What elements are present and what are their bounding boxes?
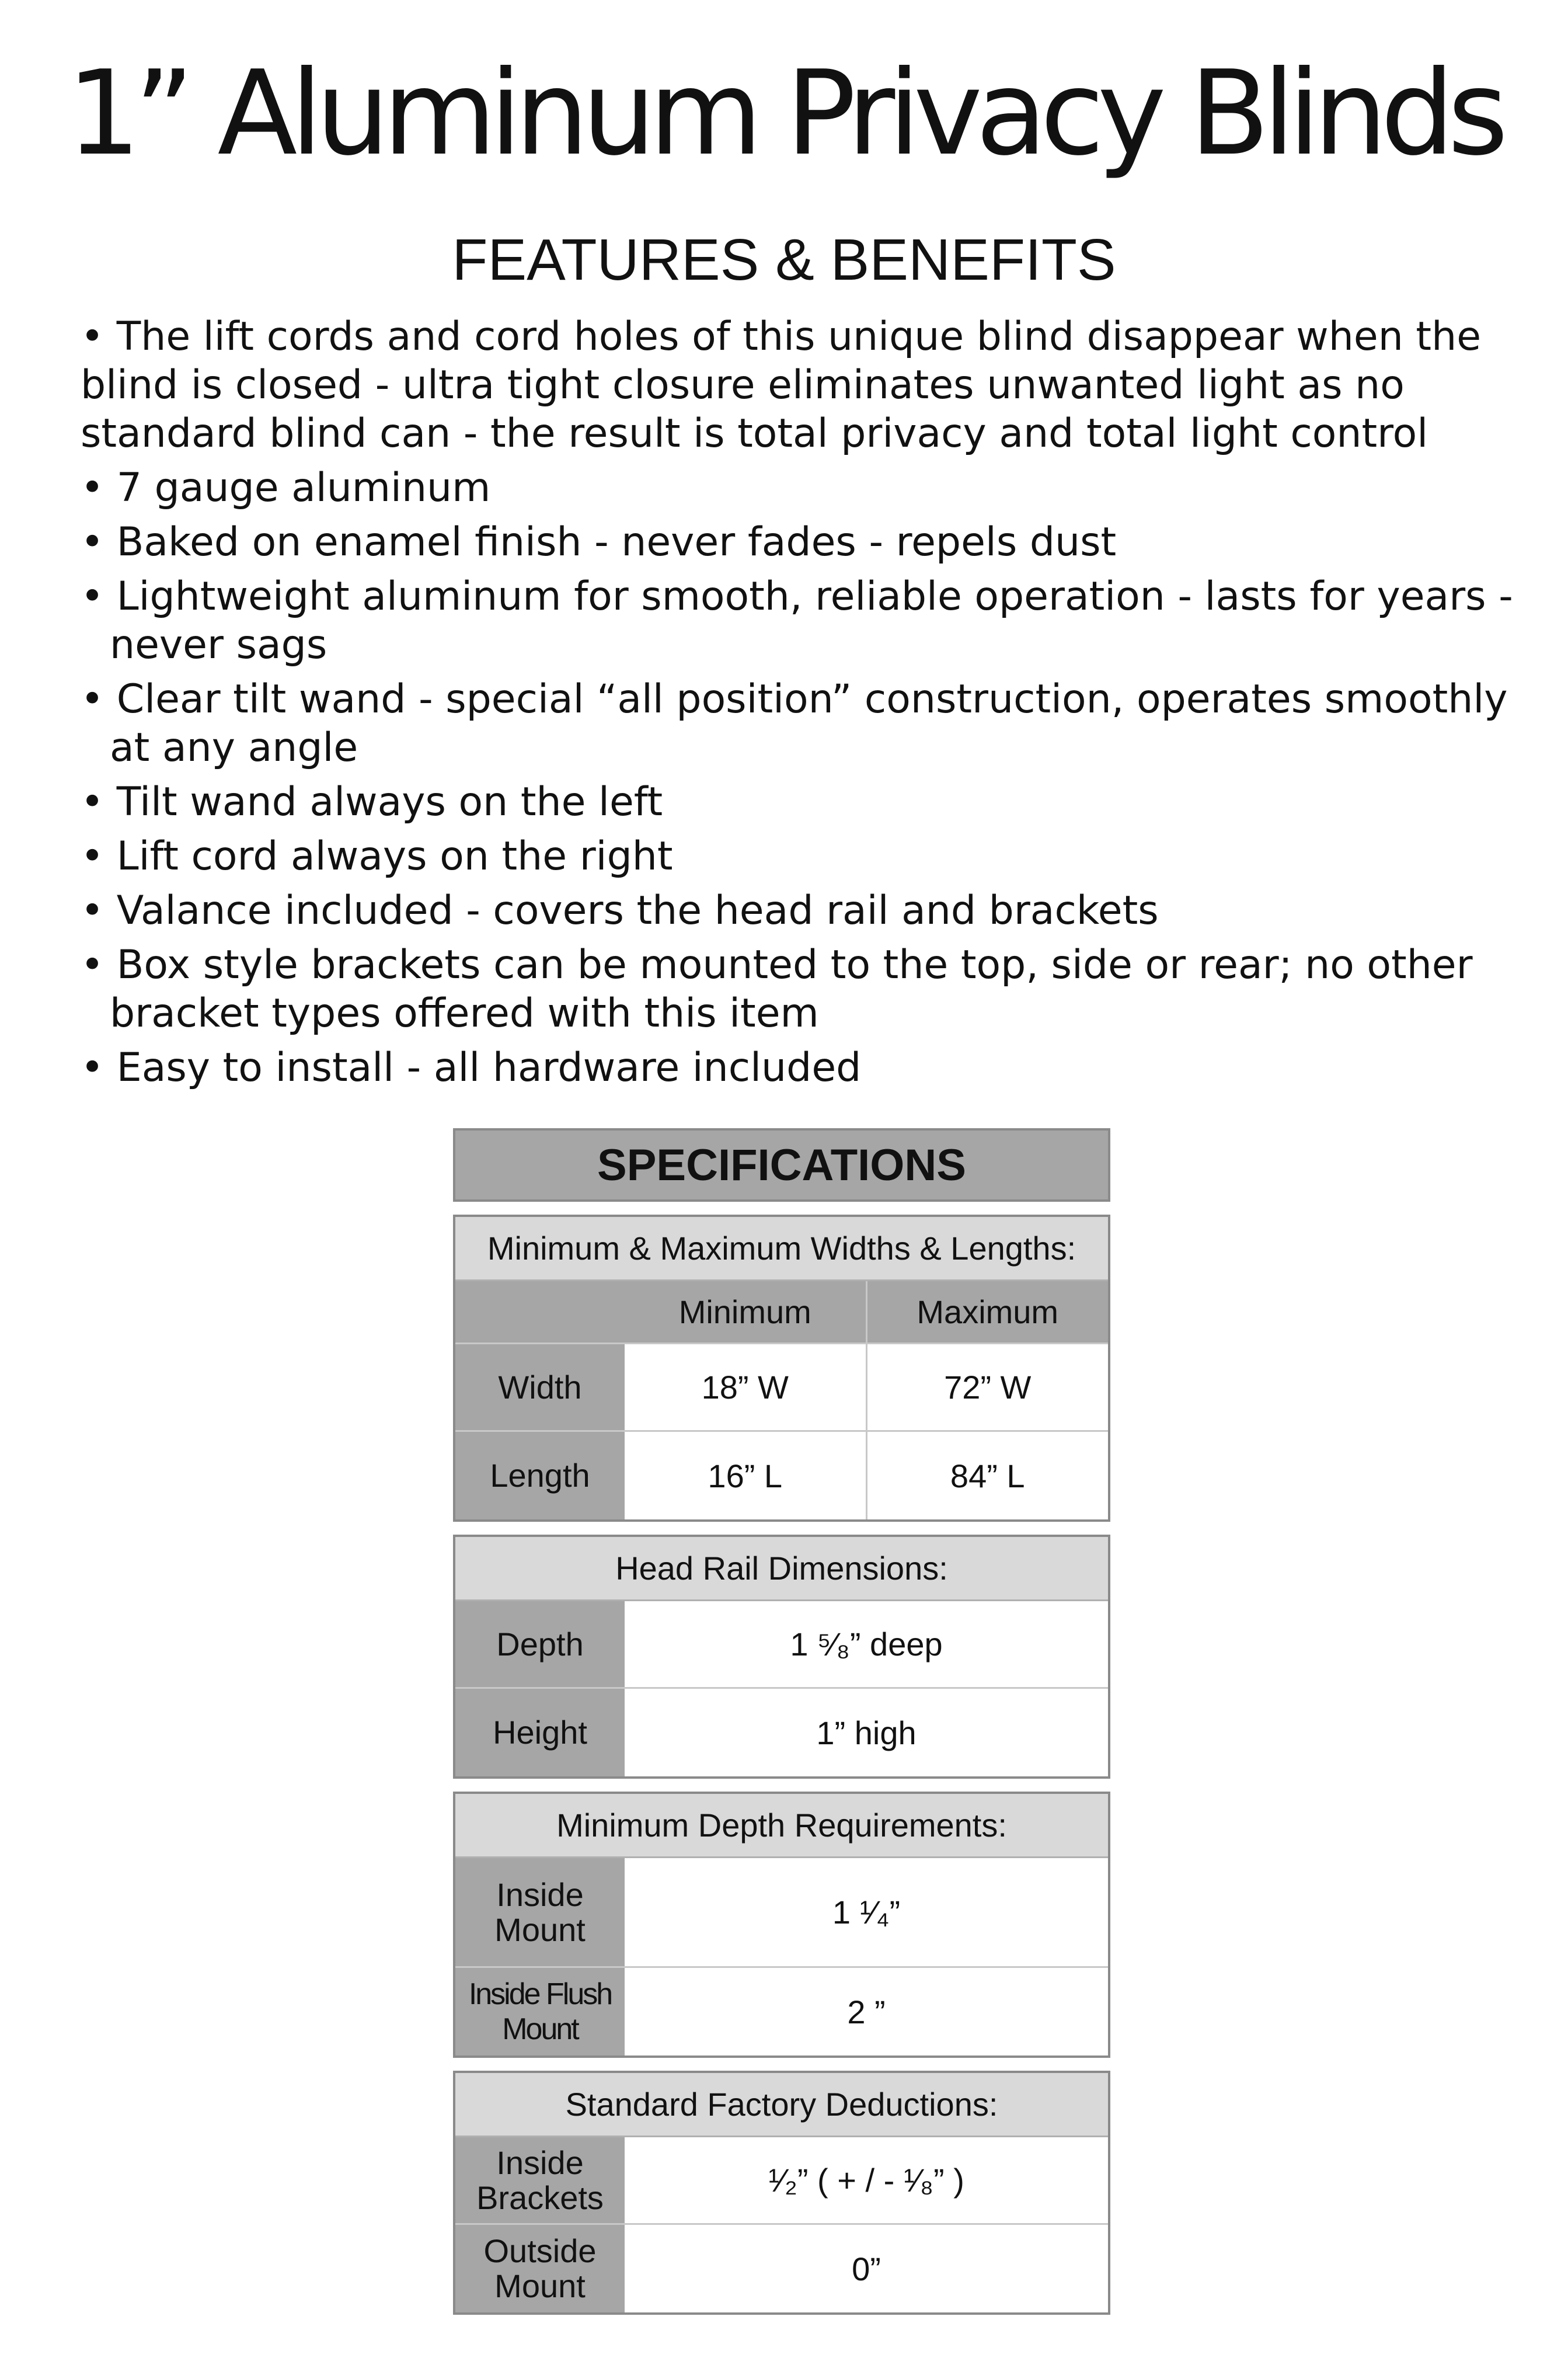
feature-item: • The lift cords and cord holes of this unique blind disappear when the blind is closed - ultra tight closure eliminates unwanted light as no standard blind can - the result is total privacy and total light control xyxy=(81,314,1482,457)
inside-flush-mount-value: 2 ” xyxy=(625,1968,1108,2056)
column-header-maximum: Maximum xyxy=(866,1281,1109,1343)
table-row xyxy=(455,1858,1108,1968)
feature-item: • 7 gauge aluminum xyxy=(81,465,491,511)
page-title: 1” Aluminum Privacy Blinds xyxy=(67,46,1501,182)
specifications-header: SPECIFICATIONS xyxy=(453,1128,1110,1202)
height-value: 1” high xyxy=(625,1689,1108,1776)
feature-item: • Lightweight aluminum for smooth, reliable operation - lasts for years - never sags xyxy=(81,573,1513,668)
table-row xyxy=(455,1344,1108,1432)
deductions-title: Standard Factory Deductions: xyxy=(455,2073,1108,2137)
corner-cell xyxy=(455,1281,625,1343)
depth-value: 1 ⁵⁄₈” deep xyxy=(625,1601,1108,1687)
features-list xyxy=(81,312,1517,1098)
feature-item: • Baked on enamel finish - never fades - repels dust xyxy=(81,519,1117,565)
widths-lengths-header-row xyxy=(455,1281,1108,1344)
outside-mount-value: 0” xyxy=(625,2225,1108,2312)
feature-item: • Easy to install - all hardware included xyxy=(81,1045,862,1091)
inside-brackets-value: ¹⁄₂” ( + / - ¹⁄₈” ) xyxy=(625,2137,1108,2223)
table-row xyxy=(455,1432,1108,1519)
feature-item: • Valance included - covers the head rail and brackets xyxy=(81,888,1159,934)
column-header-minimum: Minimum xyxy=(625,1281,866,1343)
table-row xyxy=(455,2137,1108,2225)
length-maximum-value: 84” L xyxy=(866,1432,1109,1519)
table-row xyxy=(455,1689,1108,1776)
table-row xyxy=(455,2225,1108,2312)
length-minimum-value: 16” L xyxy=(625,1432,866,1519)
feature-item: • Clear tilt wand - special “all position” construction, operates smoothly at any angle xyxy=(81,676,1508,771)
head-rail-title: Head Rail Dimensions: xyxy=(455,1537,1108,1601)
features-heading: FEATURES & BENEFITS xyxy=(452,227,1116,293)
head-rail-block xyxy=(453,1535,1110,1779)
row-label-outside-mount: Outside Mount xyxy=(455,2225,625,2312)
feature-item: • Lift cord always on the right xyxy=(81,833,673,879)
inside-mount-value: 1 ¹⁄₄” xyxy=(625,1858,1108,1966)
row-label-length: Length xyxy=(455,1432,625,1519)
table-row xyxy=(455,1968,1108,2056)
row-label-inside-brackets: Inside Brackets xyxy=(455,2137,625,2223)
width-maximum-value: 72” W xyxy=(866,1344,1109,1430)
min-depth-block xyxy=(453,1792,1110,2058)
specifications-table xyxy=(453,1128,1110,2315)
widths-lengths-block xyxy=(453,1215,1110,1522)
widths-lengths-title: Minimum & Maximum Widths & Lengths: xyxy=(455,1217,1108,1281)
row-label-inside-mount: Inside Mount xyxy=(455,1858,625,1966)
feature-item: • Box style brackets can be mounted to the top, side or rear; no other bracket types offered with this item xyxy=(81,942,1473,1037)
row-label-depth: Depth xyxy=(455,1601,625,1687)
row-label-width: Width xyxy=(455,1344,625,1430)
min-depth-title: Minimum Depth Requirements: xyxy=(455,1794,1108,1858)
deductions-block xyxy=(453,2071,1110,2315)
row-label-height: Height xyxy=(455,1689,625,1776)
width-minimum-value: 18” W xyxy=(625,1344,866,1430)
table-row xyxy=(455,1601,1108,1689)
row-label-inside-flush-mount: Inside Flush Mount xyxy=(455,1968,625,2056)
feature-item: • Tilt wand always on the left xyxy=(81,779,663,825)
